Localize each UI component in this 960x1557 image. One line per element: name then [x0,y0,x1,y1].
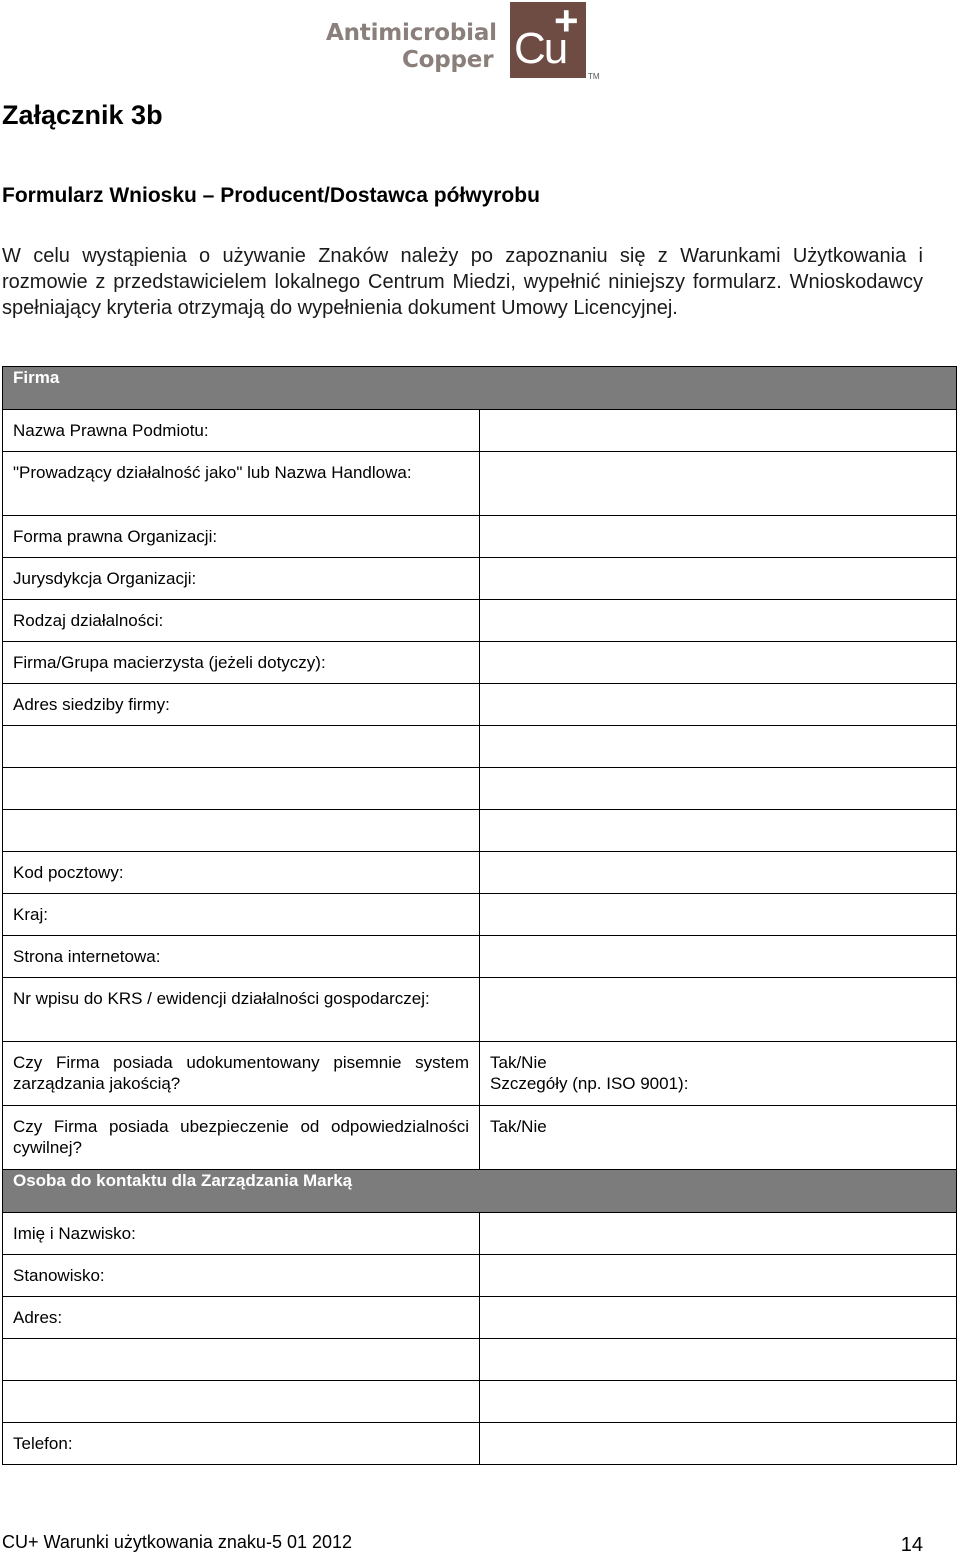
address-line-label[interactable] [3,810,480,852]
field-label: Forma prawna Organizacji: [3,516,480,558]
logo-symbol: Cu [514,24,567,73]
logo-wordmark [326,20,497,74]
form-row [3,1106,957,1170]
address-line-label[interactable] [3,1339,480,1381]
form-row [3,516,957,558]
trade-name-input[interactable] [480,452,957,516]
section-header-contact-label: Osoba do kontaktu dla Zarządzania Marką [3,1170,957,1213]
parent-company-input[interactable] [480,642,957,684]
yes-no-option[interactable]: Tak/Nie [490,1117,547,1136]
logo-trademark: TM [588,72,600,81]
field-label: Stanowisko: [3,1255,480,1297]
field-label: Czy Firma posiada udokumentowany pisemnie system zarządzania jakością? [3,1042,480,1106]
form-row [3,726,957,768]
form-row [3,1339,957,1381]
form-row [3,642,957,684]
form-title: Formularz Wniosku – Producent/Dostawca półwyrobu [2,184,540,207]
antimicrobial-copper-logo [326,2,606,82]
form-row [3,1042,957,1106]
business-type-input[interactable] [480,600,957,642]
contact-address-input[interactable] [480,1297,957,1339]
address-line-label[interactable] [3,1381,480,1423]
liability-insurance-input[interactable] [480,1106,957,1170]
field-label: Nr wpisu do KRS / ewidencji działalności gospodarczej: [3,978,480,1042]
annex-title: Załącznik 3b [2,100,163,130]
form-row [3,1255,957,1297]
field-label: Strona internetowa: [3,936,480,978]
address-line-label[interactable] [3,768,480,810]
legal-name-input[interactable] [480,410,957,452]
field-label: Jurysdykcja Organizacji: [3,558,480,600]
address-line-input[interactable] [480,726,957,768]
section-header-contact [3,1170,957,1213]
phone-input[interactable] [480,1423,957,1465]
form-row [3,410,957,452]
address-line-label[interactable] [3,726,480,768]
website-input[interactable] [480,936,957,978]
section-header-company-label: Firma [3,367,957,410]
field-label: Nazwa Prawna Podmiotu: [3,410,480,452]
field-label: "Prowadzący działalność jako" lub Nazwa Handlowa: [3,452,480,516]
jurisdiction-input[interactable] [480,558,957,600]
field-label: Adres: [3,1297,480,1339]
form-row [3,936,957,978]
intro-paragraph: W celu wystąpienia o używanie Znaków należy po zapoznaniu się z Warunkami Użytkowania i rozmowie z przedstawicielem lokalnego Centrum Miedzi, wypełnić niniejszy formularz. Wnioskodawcy spełniający kryteria otrzymają do wypełnienia dokument Umowy Licencyjnej. [2,245,923,319]
field-label: Kraj: [3,894,480,936]
footer-document-id: CU+ Warunki użytkowania znaku-5 01 2012 [2,1532,353,1552]
form-row [3,452,957,516]
field-label: Firma/Grupa macierzysta (jeżeli dotyczy): [3,642,480,684]
address-line-input[interactable] [480,1339,957,1381]
details-label: Szczegóły (np. ISO 9001): [490,1074,689,1093]
form-row [3,768,957,810]
form-row [3,1213,957,1255]
field-label: Rodzaj działalności: [3,600,480,642]
field-label: Telefon: [3,1423,480,1465]
yes-no-option[interactable]: Tak/Nie [490,1053,547,1072]
logo-line2: Copper [402,47,494,73]
field-label: Czy Firma posiada ubezpieczenie od odpowiedzialności cywilnej? [3,1106,480,1170]
postal-code-input[interactable] [480,852,957,894]
form-row [3,558,957,600]
registry-number-input[interactable] [480,978,957,1042]
form-row [3,600,957,642]
logo-plus: + [554,0,579,44]
application-form-table [2,366,957,1465]
contact-name-input[interactable] [480,1213,957,1255]
form-row [3,1423,957,1465]
address-line-input[interactable] [480,1381,957,1423]
field-label: Kod pocztowy: [3,852,480,894]
logo-line1: Antimicrobial [326,20,497,46]
form-row [3,978,957,1042]
contact-position-input[interactable] [480,1255,957,1297]
form-row [3,684,957,726]
logo-cu-box [510,2,586,78]
section-header-company [3,367,957,410]
form-row [3,1297,957,1339]
form-row [3,810,957,852]
country-input[interactable] [480,894,957,936]
page-number: 14 [900,1534,923,1556]
quality-system-input[interactable] [480,1042,957,1106]
form-row [3,852,957,894]
address-line-input[interactable] [480,810,957,852]
form-row [3,894,957,936]
field-label: Adres siedziby firmy: [3,684,480,726]
address-input[interactable] [480,684,957,726]
form-row [3,1381,957,1423]
field-label: Imię i Nazwisko: [3,1213,480,1255]
address-line-input[interactable] [480,768,957,810]
legal-form-input[interactable] [480,516,957,558]
